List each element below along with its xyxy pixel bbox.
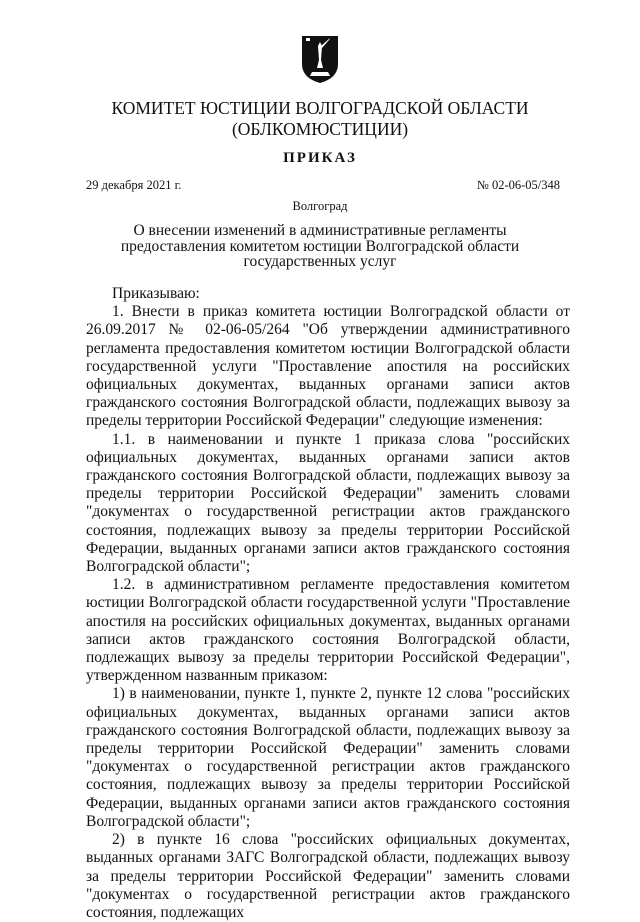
body-paragraph: 1. Внести в приказ комитета юстиции Волгоградской области от 26.09.2017 № 02-06-05/264 "Об утверждении административного регламента предоставления комитетом юстиции Волгоградской области государственной услуги "Проставление апостиля на российских официальных документах, выданных органами записи актов гражданского состояния Волгоградской области, подлежащих вывозу за пределы территории Российской Федерации" следующие изменения: [86, 303, 570, 430]
volgograd-coat-of-arms-icon [300, 34, 340, 84]
subject-line: государственных услуг [243, 253, 397, 270]
document-body [86, 285, 570, 922]
organization-name: КОМИТЕТ ЮСТИЦИИ ВОЛГОГРАДСКОЙ ОБЛАСТИ [111, 98, 529, 118]
subject-line: предоставления комитетом юстиции Волгоградской области [120, 237, 520, 255]
body-paragraph: 2) в пункте 16 слова "российских официальных документах, выданных органами ЗАГС Волгоградской области, подлежащих вывозу за пределы территории Российской Федерации" заменить словами "документах о государственной регистрации актов гражданского состояния, подлежащих [86, 831, 570, 921]
document-subject [110, 223, 530, 270]
body-paragraph: 1) в наименовании, пункте 1, пункте 2, пункте 12 слова "российских официальных документах, выданных органами записи актов гражданского состояния Волгоградской области, подлежащих вывозу за пределы территории Российской Федерации" заменить словами "документах о государственной регистрации актов гражданского состояния, подлежащих вывозу за пределы территории Российской Федерации, выданных органами записи актов гражданского состояния Волгоградской области"; [86, 685, 570, 830]
subject-line: О внесении изменений в административные регламенты [133, 222, 507, 239]
order-word: Приказываю: [112, 285, 200, 302]
document-number: № 02-06-05/348 [476, 178, 560, 192]
document-type: ПРИКАЗ [283, 150, 357, 166]
body-paragraph: 1.1. в наименовании и пункте 1 приказа слова "российских официальных документах, выданных органами записи актов гражданского состояния Волгоградской области, подлежащих вывозу за пределы территории Российской Федерации" заменить словами "документах о государственной регистрации актов гражданского состояния, подлежащих вывозу за пределы территории Российской Федерации, выданных органами записи актов гражданского состояния Волгоградской области"; [86, 430, 570, 576]
organization-short-name: (ОБЛКОМЮСТИЦИИ) [231, 119, 409, 139]
body-paragraph: 1.2. в административном регламенте предоставления комитетом юстиции Волгоградской области государственной услуги "Проставление апостиля на российских официальных документах, выданных органами записи актов гражданского состояния Волгоградской области, подлежащих вывозу за пределы территории Российской Федерации", утвержденном названным приказом: [86, 576, 570, 685]
document-city: Волгоград [292, 199, 348, 213]
document-date: 29 декабря 2021 г. [86, 178, 182, 192]
